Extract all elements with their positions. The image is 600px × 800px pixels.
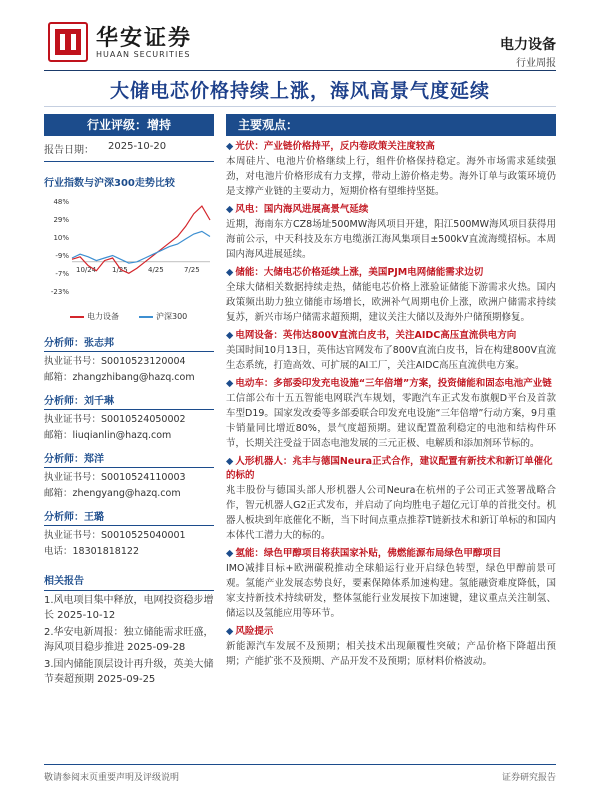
view-section <box>226 329 556 373</box>
analyst-block <box>44 500 214 558</box>
series-line-电力设备 <box>72 206 210 273</box>
report-date-row <box>44 136 214 162</box>
bullet-icon: ◆ <box>226 456 234 467</box>
view-section <box>226 455 556 543</box>
y-tick-label: 29% <box>53 216 69 224</box>
main-views <box>226 114 556 669</box>
rating-bar <box>44 114 214 136</box>
report-type: 行业周报 <box>516 58 556 69</box>
related-reports-heading: 相关报告 <box>44 572 214 591</box>
industry-name: 电力设备 <box>500 37 556 53</box>
x-tick-label: 10/24 <box>76 265 97 274</box>
y-tick-label: -7% <box>55 270 69 278</box>
related-report-link[interactable]: 2.华安电新周报：独立储能需求旺盛，海风项目稳步推进 2025-09-28 <box>44 627 214 653</box>
analyst-block <box>44 326 214 384</box>
company-logo <box>48 22 192 62</box>
chart-title: 行业指数与沪深300走势比较 <box>44 178 175 189</box>
analyst-email[interactable]: 邮箱：zhengyang@hazq.com <box>44 488 181 499</box>
bullet-icon: ◆ <box>226 267 234 278</box>
section-heading: ◆ 储能：大储电芯价格延续上涨，美国PJM电网储能需求边切 <box>226 267 484 278</box>
analyst-email[interactable]: 邮箱：liuqianlin@hazq.com <box>44 430 172 441</box>
footer-disclaimer[interactable]: 敬请参阅末页重要声明及评级说明 <box>44 773 180 783</box>
analyst-block <box>44 442 214 500</box>
analyst-cert: 执业证书号：S0010523120004 <box>44 356 186 367</box>
view-section <box>226 547 556 621</box>
index-chart <box>44 195 214 309</box>
bullet-icon: ◆ <box>226 548 234 559</box>
view-section <box>226 266 556 325</box>
logo-name-cn: 华安证券 <box>96 24 193 51</box>
related-reports <box>44 572 214 687</box>
footer-divider <box>44 764 556 765</box>
view-section <box>226 625 556 669</box>
section-body: 美国时间10月13日，英伟达官网发布了800V直流白皮书，旨在构建800V直流生态系统，打造高效、可扩展的AI工厂，关注AIDC高压直流供电方案。 <box>226 345 556 371</box>
y-tick-label: 48% <box>53 198 69 206</box>
analyst-email[interactable]: 邮箱：zhangzhibang@hazq.com <box>44 372 195 383</box>
analyst-name: 分析师：刘千琳 <box>44 384 214 410</box>
legend-item-industry: 电力设备 <box>70 311 119 322</box>
analyst-name: 分析师：郑洋 <box>44 442 214 468</box>
legend-item-hs300: 沪深300 <box>139 311 187 322</box>
analyst-name: 分析师：张志邦 <box>44 326 214 352</box>
x-tick-label: 4/25 <box>148 265 164 274</box>
logo-name-en: HUAAN SECURITIES <box>96 49 191 59</box>
header-divider <box>44 70 556 71</box>
analyst-name: 分析师：王璐 <box>44 500 214 526</box>
report-date-label: 报告日期： <box>44 145 94 156</box>
title-divider <box>44 106 556 107</box>
chart-legend <box>44 311 214 322</box>
analyst-list <box>44 326 214 558</box>
analyst-phone: 电话：18301818122 <box>44 546 139 557</box>
report-title: 大储电芯价格持续上涨，海风高景气度延续 <box>109 80 490 102</box>
section-body: 新能源汽车发展不及预期；相关技术出现颠覆性突破；产品价格下降超出预期；产能扩张不及预期、产品开发不及预期；原材料价格波动。 <box>226 641 556 667</box>
bullet-icon: ◆ <box>226 141 234 152</box>
analyst-block <box>44 384 214 442</box>
section-heading: ◆ 人形机器人：兆丰与德国Neura正式合作，建议配置有新技术和新订单催化的标的 <box>226 456 553 481</box>
section-heading: ◆ 风电：国内海风进展高景气延续 <box>226 204 369 215</box>
bullet-icon: ◆ <box>226 330 234 341</box>
x-tick-label: 7/25 <box>184 265 200 274</box>
section-heading: ◆ 氢能：绿色甲醇项目将获国家补贴，佛燃能源布局绿色甲醇项目 <box>226 548 502 559</box>
section-body: IMO减排目标+欧洲碳税推动全球船运行业开启绿色转型，绿色甲醇前景可观。氢能产业发展态势良好，要素保障体系加速构建。氢能融资难度降低，国家支持新技术持续研发，整体氢能行业发展按下加速键，建议重点关注制氢、储运以及氢能应用等环节。 <box>226 563 556 619</box>
rating-value: 增持 <box>147 118 172 132</box>
analyst-cert: 执业证书号：S0010525040001 <box>44 530 186 541</box>
related-report-link[interactable]: 1.风电项目集中释放，电网投资稳步增长 2025-10-12 <box>44 595 214 621</box>
section-heading: ◆ 电网设备：英伟达800V直流白皮书，关注AIDC高压直流供电方向 <box>226 330 517 341</box>
x-tick-label: 1/25 <box>112 265 128 274</box>
series-line-沪深300 <box>72 231 210 263</box>
left-sidebar <box>44 114 214 558</box>
section-body: 工信部公布十五五智能电网联汽车规划，零跑汽车正式发布旗舰D平台及首款车型D19。国家发改委等多部委联合印发充电设施“三年倍增”行动方案，9月重卡销量同比增近80%，景气度超预期。建议配置盈利稳定的电池和结构件环节，长期关注受益于固态电池发展的三元正极、电解质和添加剂环节标的。 <box>226 393 556 449</box>
section-heading: ◆ 电动车：多部委印发充电设施“三年倍增”方案，投资储能和固态电池产业链 <box>226 378 552 389</box>
report-date: 2025-10-20 <box>108 141 167 152</box>
y-tick-label: -23% <box>50 288 69 296</box>
rating-label: 行业评级： <box>86 118 147 132</box>
section-body: 本周硅片、电池片价格继续上行，组件价格保持稳定。海外市场需求延续强劲，对电池片价格形成有力支撑，带动上游价格走势。海外订单与政策环境仍是支撑产业链的主要动力，短期价格有望维持坚挺。 <box>226 156 556 197</box>
y-tick-label: 10% <box>53 234 69 242</box>
view-section <box>226 140 556 199</box>
section-body: 全球大储相关数据持续走热，储能电芯价格上涨验证储能下游需求火热。国内政策频出助力独立储能市场增长，欧洲补气周期电价上涨，欧洲户储需求持续复苏，新兴市场户储需求超预期，建议关注大储以及海外户储预期修复。 <box>226 282 556 323</box>
bullet-icon: ◆ <box>226 626 234 637</box>
view-section <box>226 203 556 262</box>
y-tick-label: -9% <box>55 252 69 260</box>
footer-report-label: 证券研究报告 <box>501 773 556 783</box>
bullet-icon: ◆ <box>226 378 234 389</box>
view-section <box>226 377 556 451</box>
index-chart-svg <box>44 195 214 305</box>
section-heading: ◆ 光伏：产业链价格持平，反内卷政策关注度较高 <box>226 141 435 152</box>
page-footer <box>44 770 556 783</box>
section-body: 近期，海南东方CZ8场址500MW海风项目开建，阳江500MW海风项目获得用海前公示，中天科技及东方电缆浙江海风集项目±500kV直流海缆招标。本周国内海风进展延续。 <box>226 219 556 260</box>
analyst-cert: 执业证书号：S0010524110003 <box>44 472 186 483</box>
bullet-icon: ◆ <box>226 204 234 215</box>
section-body: 兆丰股份与德国头部人形机器人公司Neura在杭州的子公司正式签署战略合作，智元机器人G2正式发布，并启动了向均胜电子超亿元订单的首批交付。机器人板块到年底催化不断，当下时间点重点推荐T链新技术和新订单标的和国内本体代工潜力大的标的。 <box>226 485 556 541</box>
main-views-heading: 主要观点： <box>226 114 556 136</box>
section-heading: ◆ 风险提示 <box>226 626 274 637</box>
analyst-cert: 执业证书号：S0010524050002 <box>44 414 186 425</box>
related-report-link[interactable]: 3.国内储能顶层设计再升级，英美大储节奏超预期 2025-09-25 <box>44 659 214 685</box>
logo-mark-icon <box>48 22 88 62</box>
